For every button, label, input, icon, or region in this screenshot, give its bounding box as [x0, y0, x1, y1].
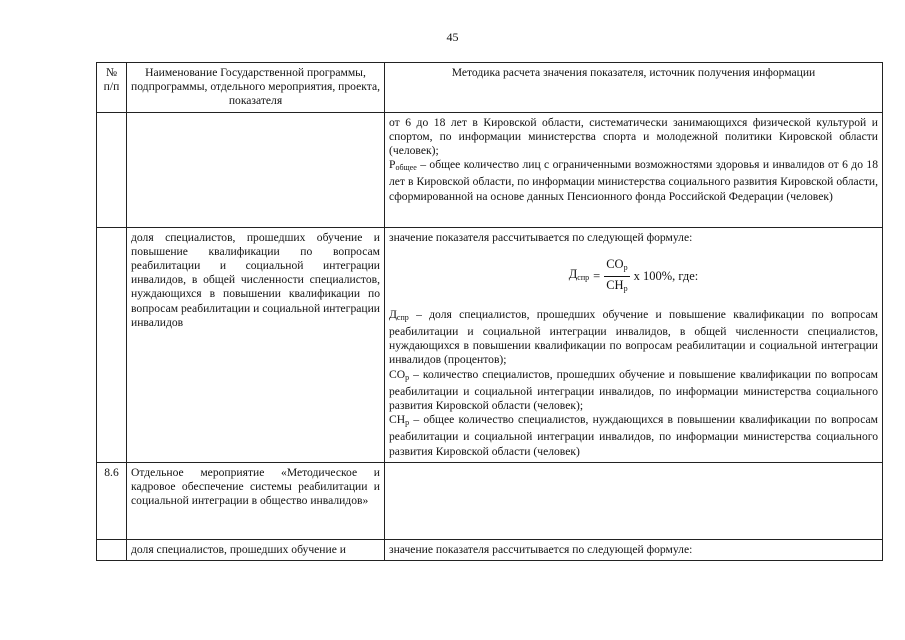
event-name: Отдельное мероприятие «Методическое и кадровое обеспечение системы реабилитации и социальной интеграции в общество инвалидов»	[127, 462, 385, 539]
page-number: 45	[446, 30, 459, 44]
indicator-name: доля специалистов, прошедших обучение и повышение квалификации по вопросам реабилитации и социальной интеграции инвалидов, в общей численности специалистов, нуждающихся в повышении квалификации по вопросам реабилитации и социальной интеграции инвалидов	[127, 227, 385, 462]
formula-denominator: $СН_р$	[606, 277, 628, 293]
cell-method	[385, 112, 883, 227]
formula-numerator: $СО_р$	[604, 257, 629, 277]
formula-tail: x 100%, где:	[633, 269, 699, 284]
method-definition: $Д_{спр}$ – доля специалистов, прошедших обучение и повышение квалификации по вопросам реабилитации и социальной интеграции инвалидов, в общей численности специалистов, нуждающихся в повышении квалификации по вопросам реабилитации и социальной интеграции инвалидов (процентов);	[389, 307, 878, 367]
method-intro: значение показателя рассчитывается по следующей формуле:	[385, 539, 883, 560]
header-number: № п/п	[97, 63, 127, 113]
cell-method	[385, 227, 883, 462]
cell-method	[385, 462, 883, 539]
cell-number	[97, 227, 127, 462]
method-definition: $СН_р$ – общее количество специалистов, нуждающихся в повышении квалификации по вопросам реабилитации и социальной интеграции инвалидов, по информации министерства социального развития Кировской области (человек)	[389, 413, 878, 458]
formula	[389, 257, 878, 296]
table-header-row	[97, 63, 883, 113]
method-definition: $СО_р$ – количество специалистов, прошедших обучение и повышение квалификации по вопросам реабилитации и социальной интеграции инвалидов, по информации министерства социального развития Кировской области (человек);	[389, 367, 878, 413]
cell-name	[127, 112, 385, 227]
method-intro: значение показателя рассчитывается по следующей формуле:	[389, 230, 693, 244]
cell-number	[97, 112, 127, 227]
cell-number	[97, 539, 127, 560]
formula-lhs: $Д_{спр}$	[568, 267, 590, 283]
indicator-table	[96, 62, 883, 561]
formula-eq: =	[593, 269, 601, 284]
header-name: Наименование Государственной программы, подпрограммы, отдельного мероприятия, проекта, показателя	[127, 63, 385, 113]
method-definition: $Р_{общее}$ – общее количество лиц с ограниченными возможностями здоровья и инвалидов от 6 до 18 лет в Кировской области, по информации министерства социального развития Кировской области, сформированной на основе данных Пенсионного фонда Российской Федерации (человек)	[389, 158, 878, 203]
indicator-name: доля специалистов, прошедших обучение и	[127, 539, 385, 560]
method-text: от 6 до 18 лет в Кировской области, систематически занимающихся физической культурой и спортом, по информации министерства спорта и молодежной политики Кировской области (человек);	[389, 115, 878, 158]
table-row	[97, 112, 883, 227]
formula-fraction	[604, 257, 629, 296]
table-row	[97, 462, 883, 539]
table-row	[97, 539, 883, 560]
table-row	[97, 227, 883, 462]
event-number: 8.6	[97, 462, 127, 539]
header-method: Методика расчета значения показателя, источник получения информации	[385, 63, 883, 113]
